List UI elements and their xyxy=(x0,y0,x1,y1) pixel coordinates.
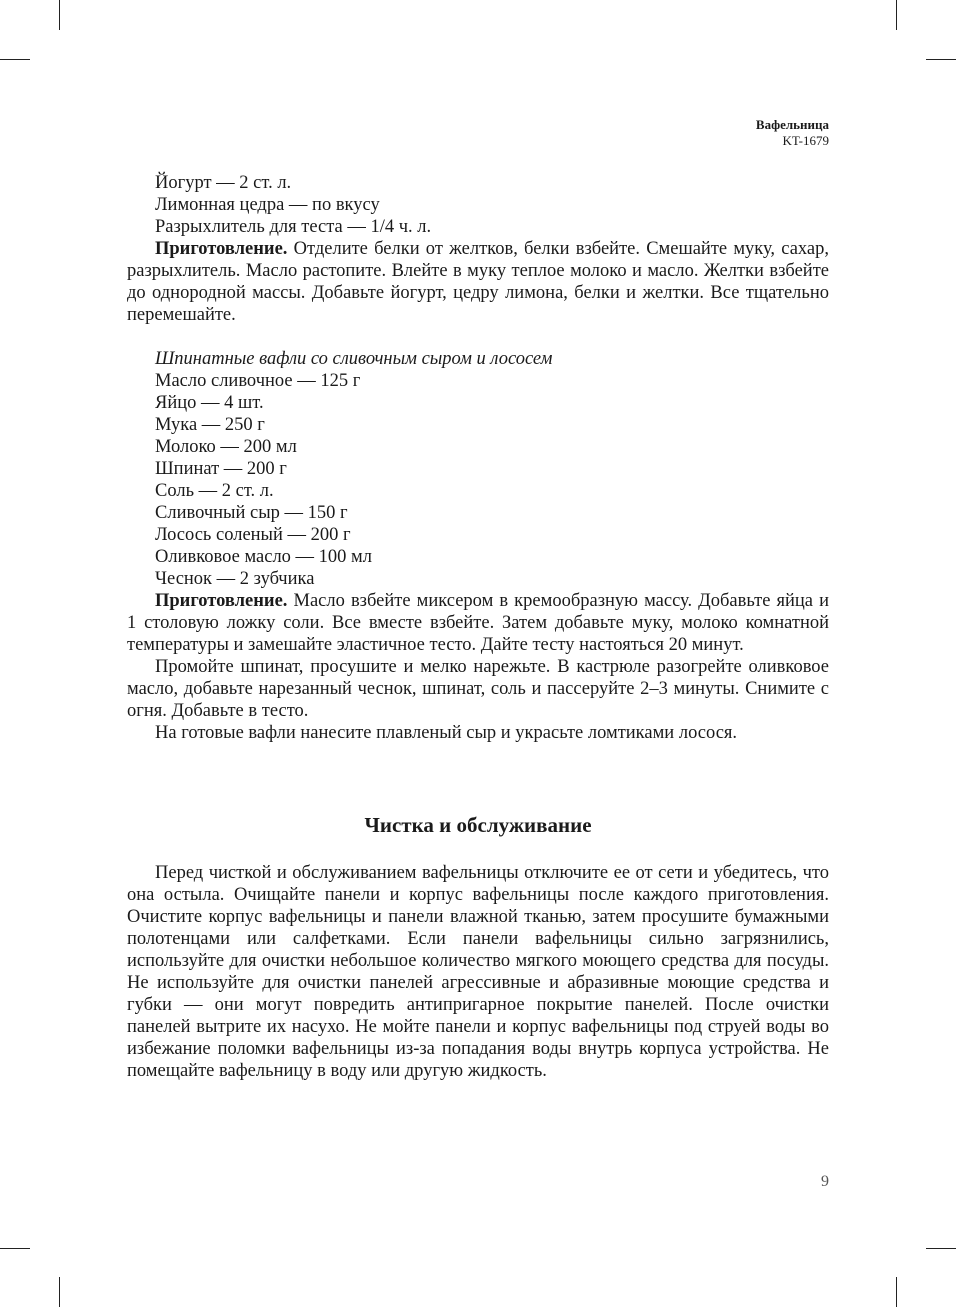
preparation-text: Отделите белки от желтков, белки взбейте. Смешайте муку, сахар, разрыхлитель. Масло растопите. Влейте в муку теплое молоко и масло. Желтки взбейте до однородной массы. Добавьте йогурт, цедру лимона, белки и желтки. Все тщательно перемешайте. xyxy=(127,239,829,325)
product-name: Вафельница xyxy=(755,117,829,132)
crop-mark xyxy=(59,1277,60,1307)
ingredient-line: Сливочный сыр — 150 г xyxy=(155,503,348,523)
cleaning-paragraph: Перед чисткой и обслуживанием вафельницы отключите ее от сети и убедитесь, что она остыла. Очищайте панели и корпус вафельницы после каждого приготовления. Очистите корпус вафельницы и панели влажной тканью, затем просушите бумажными полотенцами или салфетками. Если панели вафельницы сильно загрязнились, используйте для очистки небольшое количество мягкого моющего средства для посуды. Не используйте для очистки панелей агрессивные и абразивные моющие средства и губки — они могут повредить антипригарное покрытие панелей. После очистки панелей вытрите их насухо. Не мойте панели и корпус вафельницы под струей воды во избежание поломки вафельницы из-за попадания воды внутрь корпуса устройства. Не помещайте вафельницу в воду или другую жидкость. xyxy=(127,863,829,1081)
preparation-paragraph xyxy=(127,590,829,656)
model-number: KT-1679 xyxy=(782,133,829,148)
ingredient-line: Мука — 250 г xyxy=(155,415,265,435)
preparation-label: Приготовление. xyxy=(155,591,288,611)
page-content xyxy=(127,172,829,1082)
section-title: Чистка и обслуживание xyxy=(364,813,592,837)
ingredient-line: Йогурт — 2 ст. л. xyxy=(155,173,292,193)
ingredient-line: Оливковое масло — 100 мл xyxy=(155,547,372,567)
ingredient-line: Шпинат — 200 г xyxy=(155,459,287,479)
crop-mark xyxy=(926,1248,956,1249)
page-header xyxy=(756,117,829,149)
paragraph: Промойте шпинат, просушите и мелко нарежьте. В кастрюле разогрейте оливковое масло, добавьте нарезанный чеснок, шпинат, соль и пассеруйте 2–3 минуты. Снимите с огня. Добавьте в тесто. xyxy=(127,657,829,721)
crop-mark xyxy=(0,1248,30,1249)
ingredient-line: Масло сливочное — 125 г xyxy=(155,371,361,391)
preparation-paragraph xyxy=(127,238,829,326)
crop-mark xyxy=(896,0,897,30)
preparation-text: Масло взбейте миксером в кремообразную массу. Добавьте яйца и 1 столовую ложку соли. Все вместе взбейте. Затем добавьте муку, молоко комнатной температуры и замешайте эластичное тесто. Дайте тесту настояться 20 минут. xyxy=(127,591,829,655)
ingredient-line: Соль — 2 ст. л. xyxy=(155,481,274,501)
crop-mark xyxy=(0,59,30,60)
crop-mark xyxy=(59,0,60,30)
ingredient-line: Чеснок — 2 зубчика xyxy=(155,569,315,589)
ingredient-line: Молоко — 200 мл xyxy=(155,437,297,457)
recipe-title: Шпинатные вафли со сливочным сыром и лососем xyxy=(155,349,553,369)
crop-mark xyxy=(926,59,956,60)
paragraph: На готовые вафли нанесите плавленый сыр и украсьте ломтиками лосося. xyxy=(155,723,738,743)
ingredient-line: Яйцо — 4 шт. xyxy=(155,393,264,413)
ingredient-line: Лосось соленый — 200 г xyxy=(155,525,351,545)
ingredient-line: Лимонная цедра — по вкусу xyxy=(155,195,380,215)
ingredient-line: Разрыхлитель для теста — 1/4 ч. л. xyxy=(155,217,432,237)
crop-mark xyxy=(896,1277,897,1307)
preparation-label: Приготовление. xyxy=(155,239,288,259)
page-number: 9 xyxy=(821,1173,829,1190)
